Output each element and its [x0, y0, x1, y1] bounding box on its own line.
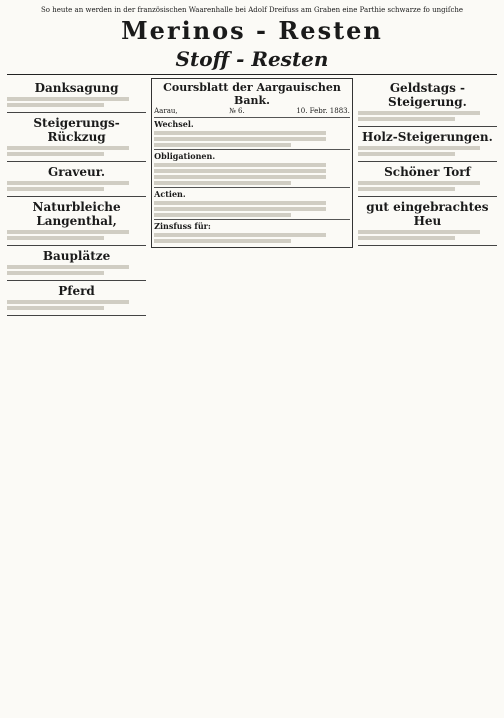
- bank-number: № 6.: [229, 107, 245, 115]
- bank-section-heading: Wechsel.: [154, 117, 350, 129]
- ad-block: [7, 78, 146, 113]
- left-column: [7, 78, 146, 676]
- ad-title: Pferd: [58, 284, 95, 298]
- bank-section-heading: Actien.: [154, 187, 350, 199]
- ad-block: [7, 197, 146, 246]
- bank-coursblatt: [151, 78, 353, 248]
- ad-title: Danksagung: [34, 81, 119, 95]
- ad-title: Steigerungs-Rückzug: [33, 116, 120, 144]
- ad-block: [358, 78, 497, 127]
- columns: [7, 78, 497, 676]
- ad-title: Schöner Torf: [384, 165, 471, 179]
- lead-line: So heute an werden in der französischen Waarenhalle bei Adolf Dreifuss am Graben eine Parthie schwarze fo ungiſche: [40, 6, 464, 14]
- ad-block: [7, 162, 146, 197]
- bank-place: Aarau,: [154, 107, 178, 115]
- ad-title: Geldstags - Steigerung.: [388, 81, 467, 109]
- bank-date: 10. Febr. 1883.: [296, 107, 350, 115]
- ad-block: [7, 246, 146, 281]
- bank-section-heading: Zinsfuss für:: [154, 219, 350, 231]
- ad-title: Graveur.: [48, 165, 106, 179]
- ad-title: Holz-Steigerungen.: [362, 130, 493, 144]
- ad-block: [7, 113, 146, 162]
- header-rule: [7, 74, 497, 75]
- ad-title: Bauplätze: [42, 249, 111, 263]
- headline-stoff: Stoff - Resten: [175, 47, 329, 71]
- middle-column: [151, 78, 353, 676]
- ad-title: Naturbleiche Langenthal,: [32, 200, 121, 228]
- bank-section-heading: Obligationen.: [154, 149, 350, 161]
- ad-title: gut eingebrachtes Heu: [366, 200, 489, 228]
- headline-merinos: Merinos - Resten: [121, 16, 383, 45]
- ad-block: [7, 281, 146, 316]
- bank-meta: [154, 107, 350, 115]
- bank-title: Coursblatt der Aargauischen Bank.: [163, 81, 341, 107]
- ad-block: [358, 127, 497, 162]
- ad-block: [358, 162, 497, 197]
- ad-block: [358, 197, 497, 246]
- right-column: [358, 78, 497, 676]
